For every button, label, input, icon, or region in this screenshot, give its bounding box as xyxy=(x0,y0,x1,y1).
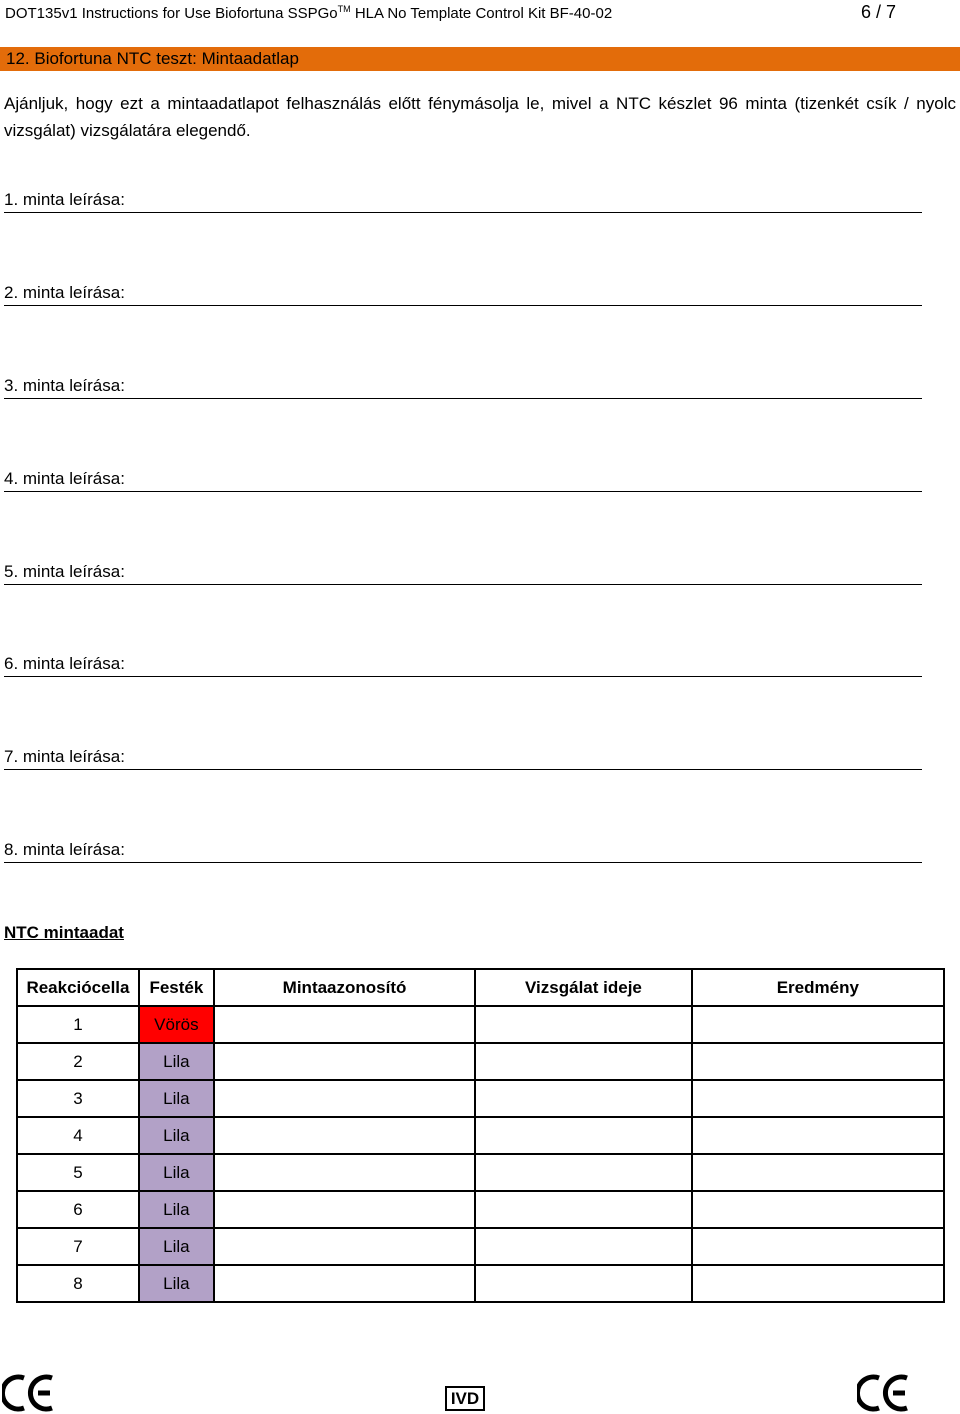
reaction-cell-number: 7 xyxy=(17,1228,139,1265)
page-header xyxy=(5,2,955,24)
table-row xyxy=(17,1117,944,1154)
section-heading-bar xyxy=(0,47,960,71)
column-header-result: Eredmény xyxy=(692,969,944,1006)
result-cell[interactable] xyxy=(692,1265,944,1302)
test-date-cell[interactable] xyxy=(475,1191,691,1228)
result-cell[interactable] xyxy=(692,1080,944,1117)
sample-description-line[interactable]: 4. minta leírása: xyxy=(4,469,922,492)
sample-id-cell[interactable] xyxy=(214,1006,475,1043)
result-cell[interactable] xyxy=(692,1117,944,1154)
sample-description-line[interactable]: 2. minta leírása: xyxy=(4,283,922,306)
table-row xyxy=(17,1154,944,1191)
test-date-cell[interactable] xyxy=(475,1265,691,1302)
reaction-cell-number: 1 xyxy=(17,1006,139,1043)
sample-id-cell[interactable] xyxy=(214,1117,475,1154)
sample-id-cell[interactable] xyxy=(214,1043,475,1080)
table-row xyxy=(17,1043,944,1080)
ivd-symbol: IVD xyxy=(445,1386,485,1411)
result-cell[interactable] xyxy=(692,1228,944,1265)
dye-cell: Lila xyxy=(139,1080,214,1117)
document-title-main: DOT135v1 Instructions for Use Biofortuna SSPGo xyxy=(5,5,338,22)
dye-cell: Lila xyxy=(139,1228,214,1265)
reaction-cell-number: 6 xyxy=(17,1191,139,1228)
reaction-cell-number: 2 xyxy=(17,1043,139,1080)
column-header-test-date: Vizsgálat ideje xyxy=(475,969,691,1006)
document-title-rest: HLA No Template Control Kit BF-40-02 xyxy=(350,5,613,22)
reaction-cell-number: 4 xyxy=(17,1117,139,1154)
sample-id-cell[interactable] xyxy=(214,1265,475,1302)
table-row xyxy=(17,1080,944,1117)
test-date-cell[interactable] xyxy=(475,1006,691,1043)
table-row xyxy=(17,1265,944,1302)
reaction-cell-number: 3 xyxy=(17,1080,139,1117)
test-date-cell[interactable] xyxy=(475,1043,691,1080)
ce-mark-right xyxy=(857,1372,911,1414)
page-number: 6 / 7 xyxy=(861,2,897,22)
table-row xyxy=(17,1191,944,1228)
dye-cell: Lila xyxy=(139,1265,214,1302)
ce-icon xyxy=(857,1372,911,1414)
test-date-cell[interactable] xyxy=(475,1154,691,1191)
dye-cell: Lila xyxy=(139,1191,214,1228)
dye-cell: Lila xyxy=(139,1043,214,1080)
result-cell[interactable] xyxy=(692,1043,944,1080)
sample-id-cell[interactable] xyxy=(214,1080,475,1117)
ce-mark-left xyxy=(2,1372,56,1414)
table-header-row xyxy=(17,969,944,1006)
dye-cell: Lila xyxy=(139,1117,214,1154)
sample-description-line[interactable]: 6. minta leírása: xyxy=(4,654,922,677)
ntc-data-title: NTC mintaadat xyxy=(4,923,124,942)
ce-icon xyxy=(2,1372,56,1414)
reaction-cell-number: 5 xyxy=(17,1154,139,1191)
dye-cell: Lila xyxy=(139,1154,214,1191)
table-row xyxy=(17,1228,944,1265)
sample-description-line[interactable]: 1. minta leírása: xyxy=(4,190,922,213)
test-date-cell[interactable] xyxy=(475,1228,691,1265)
sample-description-line[interactable]: 3. minta leírása: xyxy=(4,376,922,399)
table-row xyxy=(17,1006,944,1043)
sample-id-cell[interactable] xyxy=(214,1228,475,1265)
table-body xyxy=(17,1006,944,1302)
sample-description-line[interactable]: 5. minta leírása: xyxy=(4,562,922,585)
intro-paragraph: Ajánljuk, hogy ezt a mintaadatlapot felhasználás előtt fénymásolja le, mivel a NTC készlet 96 minta (tizenkét csík / nyolc vizsgálat) vizsgálatára elegendő. xyxy=(4,94,956,140)
result-cell[interactable] xyxy=(692,1006,944,1043)
column-header-reaction-cell: Reakciócella xyxy=(17,969,139,1006)
document-title xyxy=(5,4,612,22)
result-cell[interactable] xyxy=(692,1154,944,1191)
test-date-cell[interactable] xyxy=(475,1117,691,1154)
sample-description-line[interactable]: 7. minta leírása: xyxy=(4,747,922,770)
dye-cell: Vörös xyxy=(139,1006,214,1043)
trademark-mark: TM xyxy=(337,4,351,14)
sample-description-line[interactable]: 8. minta leírása: xyxy=(4,840,922,863)
column-header-sample-id: Mintaazonosító xyxy=(214,969,475,1006)
result-cell[interactable] xyxy=(692,1191,944,1228)
column-header-dye: Festék xyxy=(139,969,214,1006)
sample-id-cell[interactable] xyxy=(214,1191,475,1228)
sample-id-cell[interactable] xyxy=(214,1154,475,1191)
ntc-data-table xyxy=(16,968,945,1303)
reaction-cell-number: 8 xyxy=(17,1265,139,1302)
test-date-cell[interactable] xyxy=(475,1080,691,1117)
section-title: 12. Biofortuna NTC teszt: Mintaadatlap xyxy=(6,49,299,68)
